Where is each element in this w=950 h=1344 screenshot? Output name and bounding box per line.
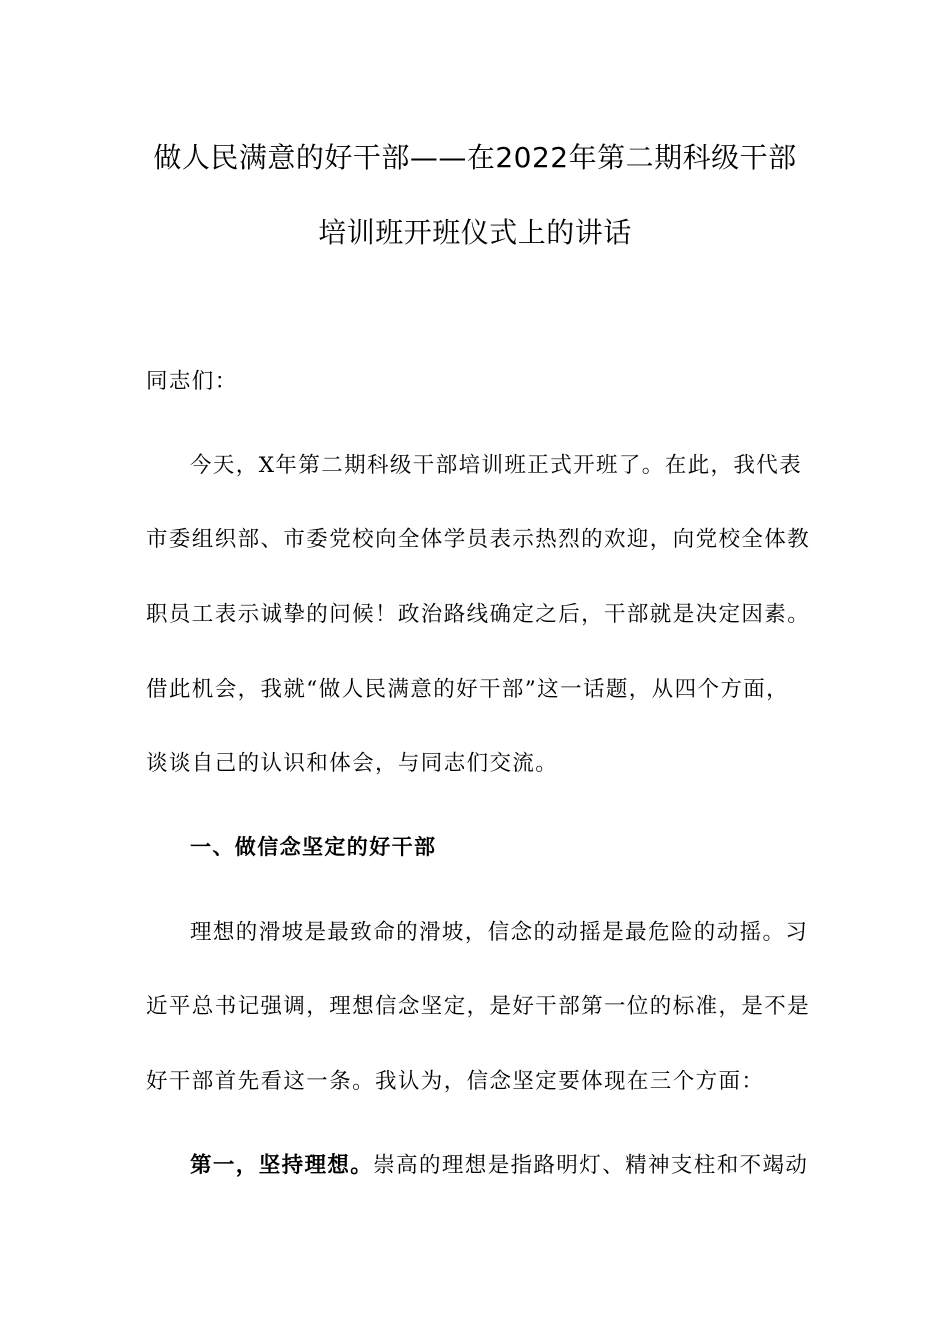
salutation: 同志们： [146,369,238,394]
point-lead: 第一，坚持理想。 [190,1153,374,1178]
paragraph-line: 谈谈自己的认识和体会，与同志们交流。 [146,751,559,776]
paragraph-line: 市委组织部、市委党校向全体学员表示热烈的欢迎，向党校全体教 [146,527,811,552]
paragraph-line: 今天，X年第二期科级干部培训班正式开班了。在此，我代表 [190,453,803,478]
paragraph-line: 借此机会，我就“做人民满意的好干部”这一话题，从四个方面， [146,677,790,702]
paragraph-line: 理想的滑坡是最致命的滑坡，信念的动摇是最危险的动摇。习 [190,920,809,945]
paragraph-line: 近平总书记强调，理想信念坚定，是好干部第一位的标准，是不是 [146,994,811,1019]
document-title-line-2: 培训班开班仪式上的讲话 [318,216,632,249]
point-paragraph [190,1148,808,1179]
document-title-line-1: 做人民满意的好干部——在2022年第二期科级干部 [153,141,797,174]
section-heading: 一、做信念坚定的好干部 [190,835,437,859]
paragraph-line: 职员工表示诚挚的问候！政治路线确定之后，干部就是决定因素。 [146,602,811,627]
point-text: 崇高的理想是指路明灯、精神支柱和不竭动 [373,1153,809,1178]
paragraph-line: 好干部首先看这一条。我认为，信念坚定要体现在三个方面： [146,1069,765,1094]
